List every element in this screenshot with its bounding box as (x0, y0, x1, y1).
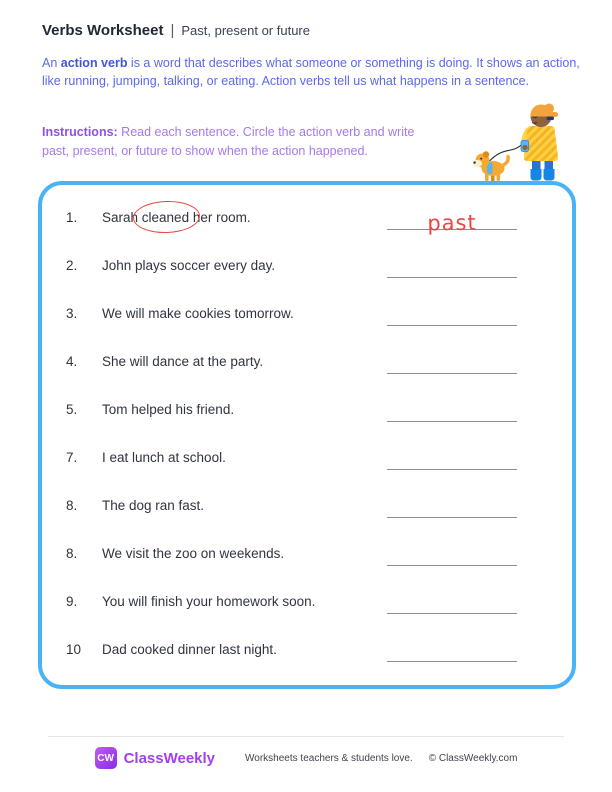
footer-tagline: Worksheets teachers & students love. (245, 752, 413, 764)
question-number: 9. (66, 593, 78, 609)
dog-figure (473, 151, 508, 181)
page-footer (0, 747, 612, 769)
answer-line[interactable] (387, 636, 517, 662)
handwritten-answer (387, 618, 517, 620)
title-separator: | (170, 22, 175, 39)
handwritten-answer (387, 666, 517, 668)
leash-line (490, 144, 523, 161)
question-number: 5. (66, 401, 78, 417)
handwritten-answer (387, 330, 517, 332)
question-row-9 (66, 577, 517, 625)
question-number: 10 (66, 641, 82, 657)
question-text: I eat lunch at school. (102, 449, 226, 465)
footer-copyright: © ClassWeekly.com (428, 752, 518, 764)
circled-word-text: cleaned (141, 209, 190, 225)
question-row-3 (66, 289, 517, 337)
question-text: You will finish your homework soon. (102, 593, 316, 609)
answer-line[interactable] (387, 204, 517, 236)
question-row-6 (66, 433, 517, 481)
handwritten-answer (387, 570, 517, 572)
question-text: The dog ran fast. (102, 497, 205, 513)
question-number: 3. (66, 305, 78, 321)
handwritten-answer (387, 426, 517, 428)
question-number: 7. (66, 449, 78, 465)
handwritten-answer (387, 282, 517, 284)
question-row-7 (66, 481, 517, 529)
circled-verb (142, 210, 189, 225)
page-header (42, 22, 310, 40)
question-row-10 (66, 625, 517, 673)
question-text: We will make cookies tomorrow. (102, 305, 294, 321)
answer-line[interactable] (387, 444, 517, 470)
question-row-1 (66, 193, 517, 241)
classweekly-logo-icon: CW (95, 747, 117, 769)
question-row-2 (66, 241, 517, 289)
intro-rest: is a word that describes what someone or something is doing. It shows an action, like running, jumping, talking, or eating. Action verbs tell us what happens in a sentence. (42, 56, 580, 89)
intro-keyword: action verb (60, 56, 128, 70)
answer-line[interactable] (387, 396, 517, 422)
page-title: Verbs Worksheet (42, 22, 164, 39)
answer-line[interactable] (387, 348, 517, 374)
handwritten-answer (387, 378, 517, 380)
handwritten-answer: past (427, 210, 477, 236)
questions-box (38, 181, 576, 689)
question-row-5 (66, 385, 517, 433)
question-row-4 (66, 337, 517, 385)
answer-line[interactable] (387, 300, 517, 326)
question-text (102, 210, 387, 225)
boy-walking-dog-illustration (462, 94, 577, 182)
boy-figure (521, 104, 558, 181)
question-text: John plays soccer every day. (102, 257, 276, 273)
answer-line[interactable] (387, 492, 517, 518)
page-subtitle: Past, present or future (181, 23, 310, 38)
intro-prefix: An (42, 56, 61, 70)
question-number: 1. (66, 209, 78, 225)
question-number: 8. (66, 545, 78, 561)
question-text: We visit the zoo on weekends. (102, 545, 285, 561)
question-number: 2. (66, 257, 78, 273)
sentence-pre: Sarah (102, 209, 142, 225)
instructions-paragraph (42, 123, 442, 161)
sentence-post: her room. (189, 209, 251, 225)
question-text: Dad cooked dinner last night. (102, 641, 277, 657)
footer-divider (48, 736, 564, 737)
question-row-8 (66, 529, 517, 577)
handwritten-answer (387, 474, 517, 476)
question-text: She will dance at the party. (102, 353, 264, 369)
handwritten-answer (387, 522, 517, 524)
question-text: Tom helped his friend. (102, 401, 235, 417)
answer-line[interactable] (387, 588, 517, 614)
intro-paragraph (42, 54, 582, 90)
answer-line[interactable] (387, 540, 517, 566)
question-number: 8. (66, 497, 78, 513)
answer-line[interactable] (387, 252, 517, 278)
question-number: 4. (66, 353, 78, 369)
instructions-text: Read each sentence. Circle the action verb and write past, present, or future to show when the action happened. (42, 125, 415, 158)
instructions-label: Instructions: (42, 125, 118, 139)
brand-name: ClassWeekly (123, 749, 216, 767)
